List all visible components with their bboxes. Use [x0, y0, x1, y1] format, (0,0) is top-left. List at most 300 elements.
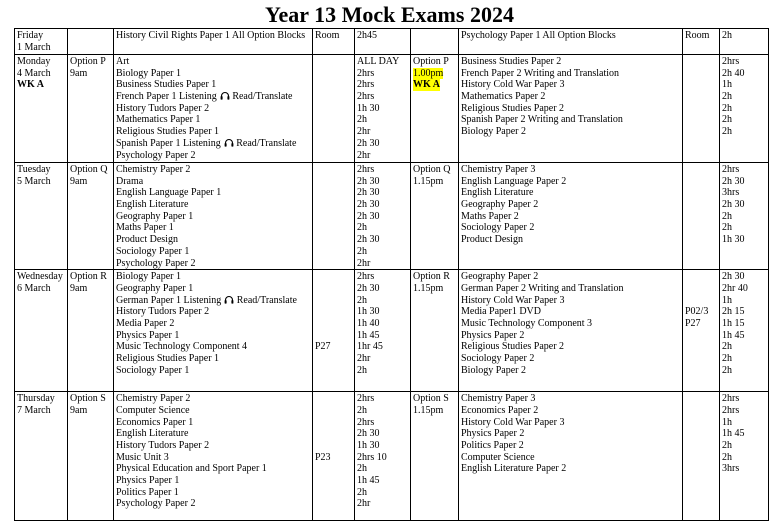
exam-item [116, 91, 310, 103]
exam-item [116, 452, 310, 464]
exam-duration: 2h [357, 222, 367, 234]
exam-room [685, 428, 717, 440]
am-exams-cell [114, 55, 313, 163]
exam-room [685, 417, 717, 429]
exam-duration: 1h 30 [357, 306, 380, 318]
exam-room [685, 222, 717, 234]
exam-name: Physical Education and Sport Paper 1 [116, 463, 267, 475]
day-date: 7 March [17, 404, 51, 416]
exam-room [315, 365, 352, 377]
exam-duration: 2hr [357, 257, 371, 269]
exam-name: Chemistry Paper 3 [461, 393, 536, 405]
exam-name: Biology Paper 2 [461, 364, 526, 376]
start-time [413, 68, 456, 80]
exam-duration: 2hrs [357, 79, 375, 91]
exam-duration: 2h 30 [357, 210, 380, 222]
exam-name: Media Paper1 DVD [461, 306, 541, 318]
exam-duration: 2hrs [722, 393, 740, 405]
exam-name: Sociology Paper 2 [461, 222, 535, 234]
exam-room [685, 187, 717, 199]
exam-duration: 1h [722, 294, 732, 306]
exam-name: Geography Paper 2 [461, 271, 539, 283]
exam-room [685, 365, 717, 377]
header-pm-room [683, 29, 720, 55]
exam-name: Business Studies Paper 2 [461, 56, 562, 67]
exam-name: Politics Paper 2 [461, 439, 524, 451]
exam-name: Computer Science [461, 451, 535, 463]
exam-note: Read/Translate [236, 137, 297, 149]
exam-room [315, 440, 352, 452]
exam-room [685, 199, 717, 211]
exam-duration: 2h [357, 486, 367, 498]
exam-duration: 2h [722, 114, 732, 126]
exam-name: English Literature Paper 2 [461, 463, 567, 475]
exam-room [685, 176, 717, 188]
exam-name: History Civil Rights Paper 1 All Option Blocks [116, 30, 306, 41]
header-room [313, 29, 355, 55]
exam-name: Product Design [461, 234, 523, 246]
exam-item [116, 330, 310, 342]
exam-duration: 2hr [357, 498, 371, 510]
am-rooms-cell [313, 163, 355, 270]
exam-item [116, 176, 310, 188]
exam-name: Geography Paper 1 [116, 282, 194, 294]
header-pm-duration [720, 29, 769, 55]
exam-name: Art [116, 56, 130, 67]
exam-room [315, 79, 352, 91]
exam-item [116, 306, 310, 318]
exam-note: Read/Translate [236, 294, 297, 306]
start-time-text: 1.15pm [413, 282, 444, 294]
exam-room [315, 164, 352, 176]
timetable-body [15, 29, 769, 521]
exam-item [116, 417, 310, 429]
exam-duration: 2hr [357, 126, 371, 138]
exam-room [315, 222, 352, 234]
day-name: Monday [17, 56, 51, 67]
exam-name: Psychology Paper 2 [116, 149, 196, 161]
exam-name: Mathematics Paper 2 [461, 91, 546, 103]
exam-name: History Tudors Paper 2 [116, 102, 210, 114]
am-option-cell [68, 163, 114, 270]
week-label [413, 79, 456, 91]
exam-duration: 2h [722, 364, 732, 376]
exam-duration: 1h 45 [722, 428, 745, 440]
option-label: Option R [70, 271, 107, 283]
exam-name: German Paper 2 Writing and Translation [461, 282, 624, 294]
exam-item [116, 463, 310, 475]
day-date: 5 March [17, 175, 51, 187]
exam-name: Business Studies Paper 1 [116, 79, 217, 91]
exam-name: Biology Paper 1 [116, 271, 181, 283]
exam-room [685, 452, 717, 464]
headphones-icon [224, 295, 234, 304]
pm-option-cell [411, 392, 459, 521]
day-cell [15, 270, 68, 392]
label-text: Option P [413, 56, 449, 67]
exam-duration: 2hrs 10 [357, 451, 387, 463]
exam-name: Psychology Paper 2 [116, 498, 196, 510]
exam-duration: 2h 30 [357, 137, 380, 149]
exam-room [315, 295, 352, 307]
exam-name: Chemistry Paper 3 [461, 164, 536, 175]
exam-name: Sociology Paper 1 [116, 364, 190, 376]
exam-room [685, 211, 717, 223]
exam-item [116, 164, 310, 176]
exam-duration: 2h 30 [357, 199, 380, 211]
exam-duration: 2hrs [357, 164, 375, 175]
day-cell [15, 163, 68, 270]
exam-duration: 3hrs [722, 187, 740, 199]
exam-name: History Cold War Paper 3 [461, 79, 565, 91]
exam-room [315, 138, 352, 150]
pm-exams-cell [459, 392, 683, 521]
header-duration [355, 29, 411, 55]
day-cell [15, 55, 68, 163]
exam-name: Sociology Paper 2 [461, 353, 535, 364]
pm-option-cell [411, 163, 459, 270]
exam-name: Physics Paper 1 [116, 475, 180, 486]
pm-rooms-cell [683, 163, 720, 270]
exam-room [315, 258, 352, 270]
pm-exams-cell [459, 55, 683, 163]
exam-item [116, 138, 310, 150]
pm-durations-cell [720, 270, 769, 392]
pm-rooms-cell [683, 270, 720, 392]
exam-item [116, 405, 310, 417]
exam-room [315, 487, 352, 499]
exam-room [315, 126, 352, 138]
exam-room [315, 199, 352, 211]
exam-name: Economics Paper 2 [461, 404, 539, 416]
label-text: WK A [413, 79, 440, 91]
am-durations-cell [355, 55, 411, 163]
exam-item [116, 150, 310, 162]
exam-duration: 3hrs [722, 463, 740, 475]
exam-name: Mathematics Paper 1 [116, 114, 201, 126]
header-pm-exam [459, 29, 683, 55]
exam-duration: 2hrs [722, 164, 740, 175]
exam-name: Music Technology Component 4 [116, 341, 248, 353]
header-pm-option [411, 29, 459, 55]
exam-name: Biology Paper 2 [461, 126, 526, 138]
exam-item [116, 187, 310, 199]
exam-duration: ALL DAY [357, 56, 400, 67]
exam-duration: 2h [357, 364, 367, 376]
exam-duration: 2hr [357, 149, 371, 161]
exam-item [116, 103, 310, 115]
exam-name: French Paper 2 Writing and Translation [461, 67, 620, 79]
room-label: Room [315, 30, 340, 41]
exam-duration: 1h 45 [357, 475, 380, 486]
exam-name: Physics Paper 1 [116, 329, 180, 341]
option-label [413, 271, 456, 283]
am-durations-cell [355, 163, 411, 270]
exam-item [116, 114, 310, 126]
headphones-icon [220, 91, 230, 100]
exam-duration: 2hr 40 [722, 282, 748, 294]
exam-duration: 1h 30 [357, 102, 380, 114]
exam-room: P27 [315, 341, 331, 353]
exam-item [116, 271, 310, 283]
exam-room [315, 56, 352, 68]
exam-duration: 2h45 [357, 30, 377, 41]
exam-name: English Language Paper 1 [116, 187, 222, 199]
pm-rooms-cell [683, 392, 720, 521]
exam-room [685, 234, 717, 246]
exam-room [315, 68, 352, 80]
exam-room [315, 103, 352, 115]
exam-room [685, 126, 717, 138]
exam-item [116, 498, 310, 510]
exam-name: Religious Studies Paper 2 [461, 102, 565, 114]
exam-room [685, 271, 717, 283]
exam-room [315, 283, 352, 295]
exam-room: P23 [315, 451, 331, 463]
exam-item [116, 295, 310, 307]
exam-item [116, 68, 310, 80]
exam-duration: 2h [722, 341, 732, 353]
exam-name: Chemistry Paper 2 [116, 393, 191, 405]
exam-item [116, 440, 310, 452]
week-label: WK A [17, 79, 44, 91]
start-time [413, 176, 456, 188]
exam-name: Geography Paper 2 [461, 199, 539, 211]
exam-room [685, 393, 717, 405]
exam-name: Religious Studies Paper 2 [461, 341, 565, 353]
exam-room [315, 211, 352, 223]
exam-duration: 1h 15 [722, 317, 745, 329]
day-cell [15, 392, 68, 521]
exam-name: English Literature [116, 428, 189, 440]
exam-item [116, 79, 310, 91]
headphones-icon [224, 138, 234, 147]
exam-duration: 2h [722, 353, 732, 364]
exam-duration: 2h [357, 404, 367, 416]
exam-item [116, 353, 310, 365]
exam-room [315, 463, 352, 475]
exam-duration: 2h [722, 439, 732, 451]
exam-room [315, 271, 352, 283]
pm-option-cell [411, 270, 459, 392]
exam-room [685, 91, 717, 103]
exam-room [685, 405, 717, 417]
exam-room [685, 283, 717, 295]
exam-name: English Literature [461, 187, 534, 199]
exam-name: Biology Paper 1 [116, 67, 181, 79]
am-rooms-cell [313, 270, 355, 392]
exam-room [685, 164, 717, 176]
exam-room [685, 341, 717, 353]
exam-item [116, 487, 310, 499]
exam-duration: 2h [722, 210, 732, 222]
exam-duration: 2h 30 [357, 234, 380, 246]
exam-duration: 2h 40 [722, 67, 745, 79]
exam-item [116, 365, 310, 377]
exam-duration: 2hrs [357, 91, 375, 103]
exam-duration: 2hrs [357, 67, 375, 79]
exam-item [116, 341, 310, 353]
am-exams-cell [114, 163, 313, 270]
exam-note: Read/Translate [232, 91, 293, 103]
exam-room [315, 114, 352, 126]
exam-duration: 2h [357, 294, 367, 306]
exam-room [685, 463, 717, 475]
day-row [15, 163, 769, 270]
exam-room [315, 150, 352, 162]
exam-room [315, 176, 352, 188]
exam-room [315, 330, 352, 342]
option-label [413, 164, 456, 176]
am-option-cell [68, 392, 114, 521]
day-row [15, 55, 769, 163]
exam-duration: 2hr [357, 353, 371, 364]
exam-name: Psychology Paper 2 [116, 257, 196, 269]
exam-duration: 2h [722, 102, 732, 114]
exam-room: P27 [685, 317, 701, 329]
header-row [15, 29, 769, 55]
exam-duration: 2hrs [722, 404, 740, 416]
exam-name: History Cold War Paper 3 [461, 294, 565, 306]
label-text: Option Q [413, 164, 451, 175]
start-time-text: 1.00pm [413, 67, 444, 79]
exam-duration: 1h 40 [357, 317, 380, 329]
exam-name: Politics Paper 1 [116, 486, 179, 498]
am-exams-cell [114, 392, 313, 521]
exam-item [116, 56, 310, 68]
exam-item [116, 475, 310, 487]
exam-duration: 2h [722, 222, 732, 234]
exam-room [685, 114, 717, 126]
exam-duration: 2h 30 [357, 282, 380, 294]
exam-item [116, 428, 310, 440]
exam-duration: 2h [357, 114, 367, 126]
exam-room [315, 405, 352, 417]
exam-duration: 1h 30 [357, 439, 380, 451]
exam-item [116, 211, 310, 223]
exam-name: Physics Paper 2 [461, 428, 525, 440]
option-label [413, 56, 456, 68]
exam-duration: 2h [722, 91, 732, 103]
exam-name: Religious Studies Paper 1 [116, 353, 220, 364]
exam-room [685, 330, 717, 342]
pm-rooms-cell [683, 55, 720, 163]
exam-duration: 2h [722, 451, 732, 463]
exam-duration: 2h [722, 30, 732, 41]
day-name: Tuesday [17, 164, 51, 175]
exam-duration: 2hrs [722, 56, 740, 67]
day-row [15, 270, 769, 392]
exam-duration: 1h 45 [722, 329, 745, 341]
exam-name: German Paper 1 Listening [116, 294, 222, 306]
exam-room [315, 417, 352, 429]
am-durations-cell [355, 270, 411, 392]
exam-duration: 2h 30 [722, 199, 745, 211]
start-time [413, 283, 456, 295]
label-text: Option S [413, 393, 449, 405]
option-label: Option P [70, 56, 106, 67]
exam-name: Economics Paper 1 [116, 416, 194, 428]
exam-room [685, 103, 717, 115]
exam-name: Computer Science [116, 404, 190, 416]
exam-room [315, 318, 352, 330]
pm-durations-cell [720, 392, 769, 521]
day-name: Wednesday [17, 271, 63, 283]
exam-duration: 2hrs [357, 271, 375, 283]
header-option [68, 29, 114, 55]
exam-duration: 1h 45 [357, 329, 380, 341]
exam-room [315, 306, 352, 318]
exam-room [685, 68, 717, 80]
header-day [15, 29, 68, 55]
start-time-text: 1.15pm [413, 175, 444, 187]
pm-durations-cell [720, 163, 769, 270]
exam-duration: 2h [357, 245, 367, 257]
am-exams-cell [114, 270, 313, 392]
am-rooms-cell [313, 392, 355, 521]
exam-room [315, 234, 352, 246]
exam-room [315, 498, 352, 510]
exam-item [116, 393, 310, 405]
am-rooms-cell [313, 55, 355, 163]
exam-name: Product Design [116, 234, 178, 246]
start-time: 9am [70, 404, 88, 416]
day-date: 6 March [17, 282, 51, 294]
exam-item [116, 234, 310, 246]
pm-option-cell [411, 55, 459, 163]
day-date: 4 March [17, 67, 51, 79]
exam-name: Music Unit 3 [116, 451, 169, 463]
room-label: Room [685, 30, 710, 41]
exam-name: History Tudors Paper 2 [116, 439, 210, 451]
exam-name: French Paper 1 Listening [116, 91, 217, 103]
exam-name: Religious Studies Paper 1 [116, 126, 220, 138]
exam-room [315, 246, 352, 258]
am-option-cell [68, 270, 114, 392]
exam-duration: 2h 30 [357, 187, 380, 199]
exam-item [116, 199, 310, 211]
am-durations-cell [355, 392, 411, 521]
start-time-text: 1.15pm [413, 404, 444, 416]
exam-name: Media Paper 2 [116, 317, 175, 329]
exam-duration: 1h [722, 79, 732, 91]
exam-name: Chemistry Paper 2 [116, 164, 191, 175]
exam-duration: 1h 30 [722, 234, 745, 246]
exam-name: Spanish Paper 1 Listening [116, 137, 221, 149]
exam-duration: 2hrs [357, 416, 375, 428]
exam-duration: 2h 30 [357, 428, 380, 440]
day-name: Friday [17, 30, 44, 41]
page-title: Year 13 Mock Exams 2024 [265, 2, 514, 27]
exam-duration: 2h 30 [357, 175, 380, 187]
exam-room [315, 353, 352, 365]
day-date: 1 March [17, 41, 51, 53]
exam-name: History Tudors Paper 2 [116, 306, 210, 318]
exam-duration: 2h 30 [722, 271, 745, 283]
exam-room [685, 353, 717, 365]
exam-duration: 1hr 45 [357, 341, 383, 353]
day-name: Thursday [17, 393, 55, 405]
exam-name: Music Technology Component 3 [461, 317, 593, 329]
label-text: Option R [413, 271, 450, 283]
exam-name: Spanish Paper 2 Writing and Translation [461, 114, 623, 126]
pm-exams-cell [459, 163, 683, 270]
exam-name: Sociology Paper 1 [116, 245, 190, 257]
exam-room [685, 295, 717, 307]
day-row [15, 392, 769, 521]
start-time [413, 405, 456, 417]
exam-room [315, 428, 352, 440]
